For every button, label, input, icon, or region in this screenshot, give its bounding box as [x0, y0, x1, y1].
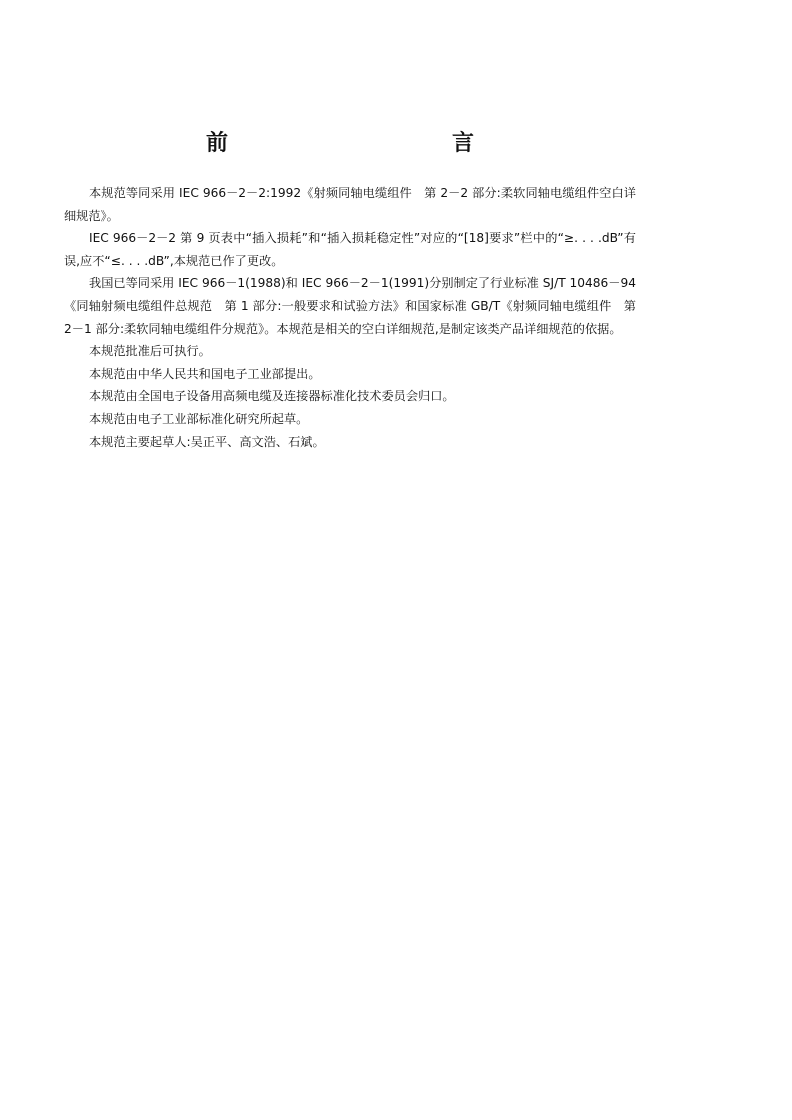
paragraph: 本规范主要起草人:吴正平、高文浩、石斌。	[89, 434, 325, 449]
paragraph: 本规范由全国电子设备用高频电缆及连接器标准化技术委员会归口。	[89, 389, 455, 404]
paragraph: 本规范等同采用 IEC 966－2－2:1992《射频同轴电缆组件 第 2－2 部分:柔软同轴电缆组件空白详细规范》。	[64, 186, 636, 223]
paragraph: 我国已等同采用 IEC 966－1(1988)和 IEC 966－2－1(1991)分别制定了行业标准 SJ/T 10486－94《同轴射频电缆组件总规范 第 1 部分:一般要求和试验方法》和国家标准 GB/T《射频同轴电缆组件 第 2－1 部分:柔软同轴电缆组件分规范》。本规范是相关的空白详细规范,是制定该类产品详细规范的依据。	[64, 276, 636, 336]
page-title: 前 言	[205, 131, 534, 156]
paragraph: 本规范由中华人民共和国电子工业部提出。	[89, 366, 321, 381]
paragraph: 本规范由电子工业部标准化研究所起草。	[89, 411, 309, 426]
preface-body	[64, 182, 636, 453]
paragraph: 本规范批准后可执行。	[89, 344, 211, 359]
paragraph: IEC 966－2－2 第 9 页表中“插入损耗”和“插入损耗稳定性”对应的“[18]要求”栏中的“≥. . . .dB”有误,应不“≤. . . .dB”,本规范已作了更改。	[64, 231, 636, 268]
